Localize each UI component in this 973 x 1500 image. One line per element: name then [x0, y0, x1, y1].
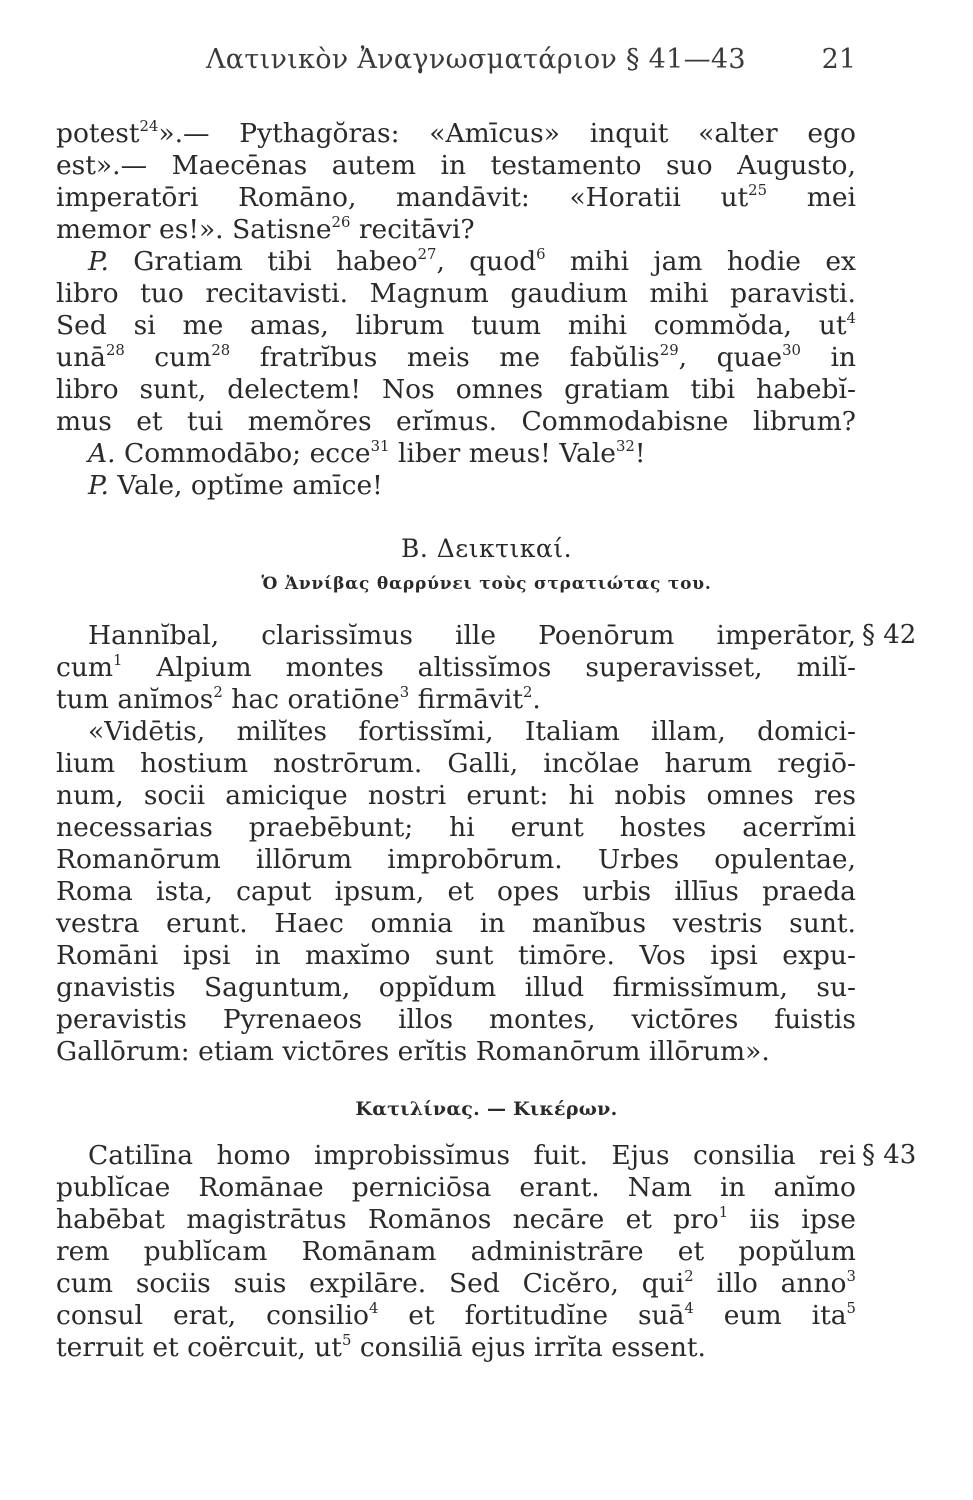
text-line: cum$^1$ Alpium montes altissĭmos superavisset, milĭ-: [56, 651, 856, 683]
header-title: Λατινικὸν Ἀναγνωσματάριον § 41—43: [206, 44, 746, 75]
text-line: potest$^{24}$».— Pythagŏras: «Amīcus» inquit «alter ego: [56, 117, 856, 149]
text-line: num, socii amicique nostri erunt: hi nobis omnes res: [56, 780, 856, 811]
text-line: lium hostium nostrōrum. Galli, incŏlae harum regiō-: [56, 748, 856, 779]
text-line: Sed si me amas, librum tuum mihi commŏda, $ut^4$: [56, 309, 856, 341]
text-line: libro tuo recitavisti. Magnum gaudium mihi paravisti.: [56, 278, 856, 309]
section-mark-42: § 42: [862, 620, 917, 650]
dialogue-block: [56, 118, 856, 502]
text-line: mus et tui memŏres erĭmus. Commodabisne librum?: [56, 406, 856, 437]
text-line: consul erat, consilio$^4$ et fortitudĭne suā$^4$ eum ita$^5$: [56, 1299, 856, 1331]
text-line: cum sociis suis expilāre. Sed Cicĕro, qui$^2$ illo anno$^3$: [56, 1267, 856, 1299]
text-line: unā$^{28}$ cum$^{28}$ fratrĭbus meis me fabŭlis$^{29}$, quae$^{30}$ in: [56, 341, 856, 373]
text-line: gnavistis Saguntum, oppĭdum illud firmissĭmum, su-: [56, 972, 856, 1003]
text-line: habēbat magistrātus Romānos necāre et pro$^1$ iis ipse: [56, 1203, 856, 1235]
section-mark-43: § 43: [862, 1140, 917, 1170]
text-line: Roma ista, caput ipsum, et opes urbis illīus praeda: [56, 876, 856, 907]
hannibal-text-block: [56, 620, 856, 1068]
text-line: «Vidētis, milĭtes fortissĭmi, Italiam illam, domici-: [88, 716, 856, 747]
text-line: imperatōri Romāno, mandāvit: «Horatii $ut^{25}$ mei: [56, 181, 856, 213]
text-line: Gallōrum: etiam victōres erĭtis Romanōrum illōrum».: [56, 1036, 770, 1067]
text-line: P. Vale, optĭme amīce!: [88, 470, 383, 501]
text-line: Hannĭbal, clarissĭmus ille Poenōrum imperātor,: [88, 620, 856, 651]
text-line: peravistis Pyrenaeos illos montes, victōres fuistis: [56, 1004, 856, 1035]
text-line: P. Gratiam tibi habeo$^{27}$, quod$^6$ mihi jam hodie ex: [88, 245, 856, 277]
catilina-title: Κατιλίνας. — Κικέρων.: [355, 1098, 618, 1120]
text-line: terruit et coërcuit, $ut^5$ consiliā ejus irrĭta essent.: [56, 1331, 706, 1363]
hannibal-title: Ὁ Ἀννίβας θαρρύνει τοὺς στρατιώτας του.: [261, 574, 712, 594]
text-line: Romāni ipsi in maxĭmo sunt timōre. Vos ipsi expu-: [56, 940, 856, 971]
text-line: Romanōrum illōrum improbōrum. Urbes opulentae,: [56, 844, 856, 875]
text-line: tum anĭmos$^2$ hac oratiōne$^3$ firmāvit$^2$.: [56, 683, 541, 715]
text-line: est».— Maecēnas autem in testamento suo Augusto,: [56, 150, 856, 181]
text-line: libro sunt, delectem! Nos omnes gratiam tibi habebĭ-: [56, 374, 856, 405]
text-line: vestra erunt. Haec omnia in manĭbus vestris sunt.: [56, 908, 856, 939]
text-line: rem publĭcam Romānam administrāre et popŭlum: [56, 1236, 856, 1267]
text-line: necessarias praebēbunt; hi erunt hostes acerrĭmi: [56, 812, 856, 843]
page-number: 21: [821, 44, 856, 75]
text-line: publĭcae Romānae perniciōsa erant. Nam in anĭmo: [56, 1172, 856, 1203]
section-b-heading: B. Δεικτικαί.: [400, 534, 573, 563]
running-header: [56, 44, 856, 84]
catilina-text-block: [56, 1140, 856, 1364]
text-line: A. Commodābo; ecce$^{31}$ liber meus! Vale$^{32}$!: [88, 437, 646, 469]
text-line: Catilīna homo improbissĭmus fuit. Ejus consilia rei: [88, 1140, 856, 1171]
text-line: memor es!». Satisne$^{26}$ recitāvi?: [56, 213, 475, 245]
